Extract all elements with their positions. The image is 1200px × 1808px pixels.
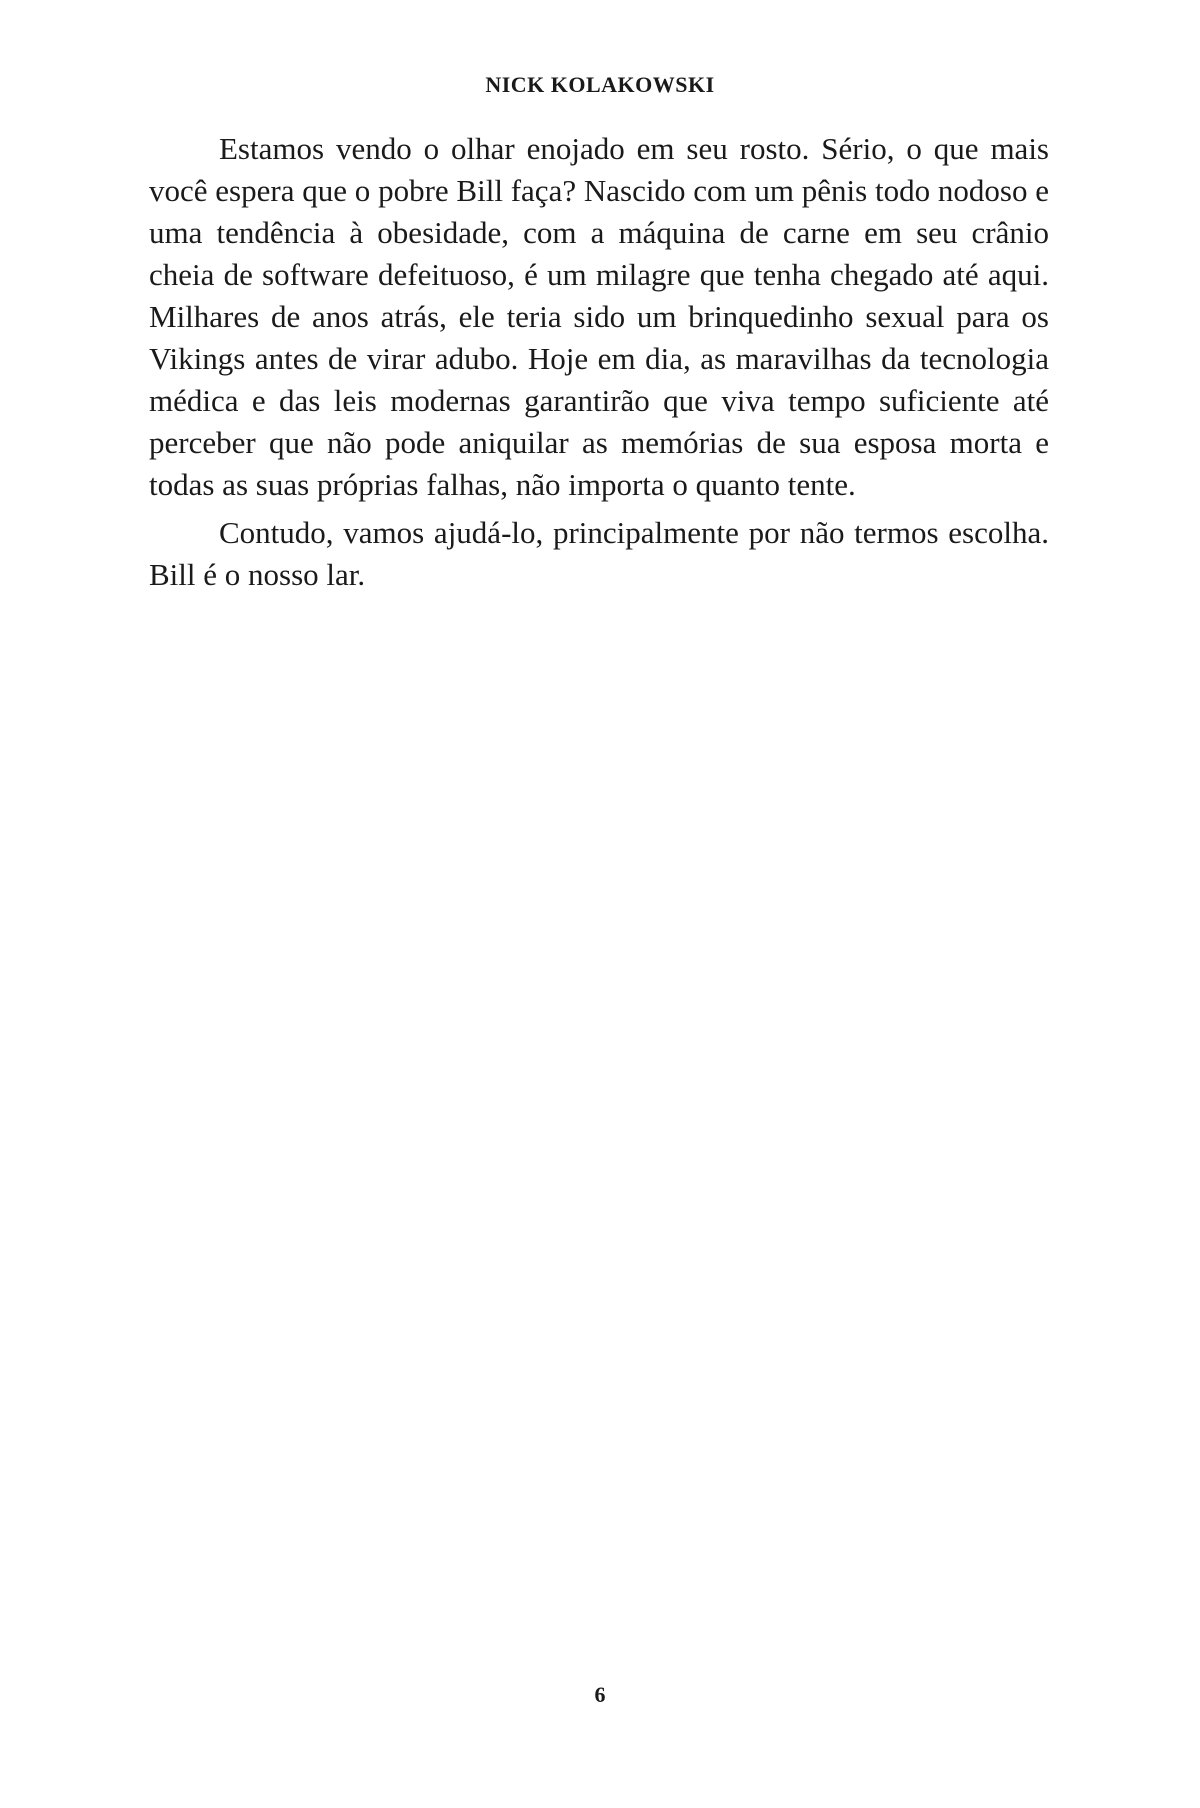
running-head-author: NICK KOLAKOWSKI — [485, 72, 715, 97]
body-text — [149, 128, 1049, 596]
paragraph: Contudo, vamos ajudá-lo, principalmente por não termos escolha. Bill é o nosso lar. — [149, 515, 1049, 592]
paragraph: Estamos vendo o olhar enojado em seu rosto. Sério, o que mais você espera que o pobre Bill faça? Nascido com um pênis todo nodoso e uma tendência à obesidade, com a máquina de carne em seu crânio cheia de software defeituoso, é um milagre que tenha chegado até aqui. Milhares de anos atrás, ele teria sido um brinquedinho sexual para os Vikings antes de virar adubo. Hoje em dia, as maravilhas da tecnologia médica e das leis modernas garantirão que viva tempo suficiente até perceber que não pode aniquilar as memórias de sua esposa morta e todas as suas próprias falhas, não importa o quanto tente. — [149, 131, 1049, 502]
page-number: 6 — [594, 1682, 606, 1707]
